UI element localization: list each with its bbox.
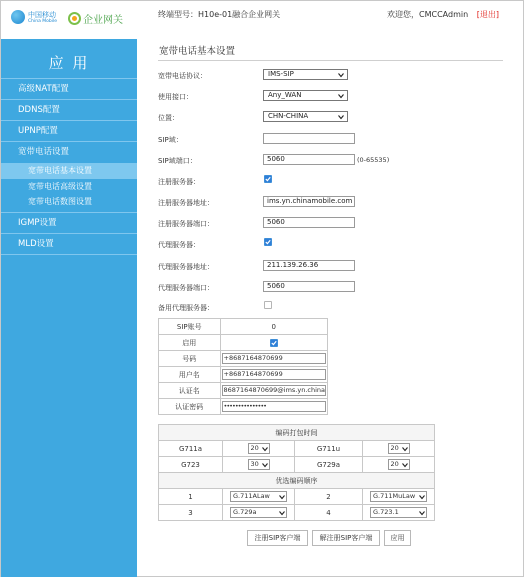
priority-4-value: G.723.1 bbox=[373, 508, 399, 516]
check-icon bbox=[265, 176, 271, 182]
enterprise-logo-icon bbox=[68, 12, 81, 25]
codec-name: G729a bbox=[295, 457, 363, 473]
registrar-checkbox[interactable] bbox=[264, 175, 272, 183]
proxy-addr-label: 代理服务器地址： bbox=[158, 263, 214, 271]
registrar-port-input[interactable]: 5060 bbox=[263, 217, 355, 228]
sidebar-title: 应 用 bbox=[1, 39, 137, 79]
authpwd-label: 认证密码 bbox=[159, 399, 221, 415]
sip-port-label: SIP域端口： bbox=[158, 157, 197, 165]
protocol-label: 宽带电话协议： bbox=[158, 72, 207, 80]
g711a-packet-value: 20 bbox=[250, 444, 259, 452]
product-name: 企业网关 bbox=[83, 15, 123, 26]
sidebar bbox=[1, 39, 137, 577]
registrar-label: 注册服务器： bbox=[158, 178, 200, 186]
priority-index: 2 bbox=[295, 489, 363, 505]
sidebar-item-nat[interactable]: 高级NAT配置 bbox=[1, 79, 137, 100]
authname-label: 认证名 bbox=[159, 383, 221, 399]
china-mobile-logo-icon bbox=[11, 10, 25, 24]
number-input[interactable]: +8687164870699 bbox=[222, 353, 327, 364]
location-value: CHN-CHINA bbox=[268, 112, 309, 120]
sidebar-item-igmp[interactable]: IGMP设置 bbox=[1, 213, 137, 234]
device-model bbox=[158, 9, 280, 20]
enable-cell bbox=[220, 335, 328, 351]
g711a-packet-select[interactable] bbox=[248, 443, 270, 454]
g729a-packet-value: 20 bbox=[390, 460, 399, 468]
codec-name: G723 bbox=[159, 457, 223, 473]
sidebar-item-voip[interactable]: 宽带电话设置 bbox=[18, 147, 70, 157]
table-row bbox=[159, 473, 435, 489]
g723-packet-select[interactable] bbox=[248, 459, 270, 470]
brand-en: China Mobile bbox=[28, 18, 58, 24]
protocol-select[interactable] bbox=[263, 69, 348, 80]
sidebar-item-upnp[interactable]: UPNP配置 bbox=[1, 121, 137, 142]
g711u-packet-value: 20 bbox=[390, 444, 399, 452]
check-icon bbox=[271, 340, 277, 346]
priority-3-value: G.729a bbox=[233, 508, 257, 516]
logo-area bbox=[1, 1, 137, 39]
codec-priority-header: 优选编码顺序 bbox=[159, 473, 435, 489]
interface-label: 使用接口： bbox=[158, 93, 193, 101]
unregister-sip-button[interactable]: 解注册SIP客户端 bbox=[312, 530, 380, 546]
number-label: 号码 bbox=[159, 351, 221, 367]
welcome-text bbox=[387, 9, 499, 20]
codec-name: G711a bbox=[159, 441, 223, 457]
page-title: 宽带电话基本设置 bbox=[159, 46, 236, 57]
logout-link[interactable]: [退出] bbox=[476, 10, 499, 19]
priority-4-select[interactable] bbox=[370, 507, 427, 518]
main-content bbox=[137, 39, 524, 577]
interface-select[interactable] bbox=[263, 90, 348, 101]
sip-domain-label: SIP域： bbox=[158, 136, 183, 144]
apply-button[interactable]: 应用 bbox=[384, 530, 411, 546]
priority-index: 3 bbox=[159, 505, 223, 521]
sidebar-item-mld[interactable]: MLD设置 bbox=[1, 234, 137, 255]
chevron-down-icon bbox=[338, 93, 344, 99]
sidebar-submenu-voip bbox=[1, 163, 137, 213]
proxy-port-label: 代理服务器端口： bbox=[158, 284, 214, 292]
backup-proxy-label: 备用代理服务器： bbox=[158, 304, 214, 312]
sip-account-header: SIP账号 bbox=[159, 319, 221, 335]
sip-account-number: 0 bbox=[220, 319, 328, 335]
codec-name: G711u bbox=[295, 441, 363, 457]
backup-proxy-checkbox[interactable] bbox=[264, 301, 272, 309]
proxy-checkbox[interactable] bbox=[264, 238, 272, 246]
chevron-down-icon bbox=[338, 72, 344, 78]
proxy-label: 代理服务器： bbox=[158, 241, 200, 249]
sidebar-subitem-voip-digitmap[interactable]: 宽带电话数图设置 bbox=[28, 197, 92, 206]
sip-port-input[interactable]: 5060 bbox=[263, 154, 355, 165]
chevron-down-icon bbox=[419, 494, 425, 500]
table-row bbox=[159, 335, 328, 351]
interface-value: Any_WAN bbox=[268, 91, 302, 99]
table-row bbox=[159, 367, 328, 383]
chevron-down-icon bbox=[262, 446, 268, 452]
chevron-down-icon bbox=[262, 462, 268, 468]
chevron-down-icon bbox=[419, 510, 425, 516]
title-divider bbox=[158, 60, 503, 61]
table-row bbox=[159, 383, 328, 399]
sidebar-item-ddns[interactable]: DDNS配置 bbox=[1, 100, 137, 121]
welcome-user: 欢迎您，CMCCAdmin bbox=[387, 10, 469, 19]
registrar-port-label: 注册服务器端口： bbox=[158, 220, 214, 228]
table-row bbox=[159, 399, 328, 415]
chevron-down-icon bbox=[279, 494, 285, 500]
packet-time-header: 编码打包时间 bbox=[159, 425, 435, 441]
proxy-port-input[interactable]: 5060 bbox=[263, 281, 355, 292]
priority-2-select[interactable] bbox=[370, 491, 427, 502]
g723-packet-value: 30 bbox=[250, 460, 259, 468]
registrar-addr-label: 注册服务器地址： bbox=[158, 199, 214, 207]
enterprise-gateway-logo bbox=[68, 11, 123, 26]
model-value: H10e-01融合企业网关 bbox=[198, 10, 281, 19]
sip-port-hint: (0-65535) bbox=[357, 156, 390, 164]
authname-input[interactable]: 8687164870699@ims.yn.china bbox=[223, 386, 325, 394]
table-row bbox=[159, 489, 435, 505]
location-select[interactable] bbox=[263, 111, 348, 122]
table-row bbox=[159, 351, 328, 367]
priority-1-select[interactable] bbox=[230, 491, 287, 502]
chevron-down-icon bbox=[338, 114, 344, 120]
chevron-down-icon bbox=[402, 446, 408, 452]
proxy-addr-input[interactable]: 211.139.26.36 bbox=[263, 260, 355, 271]
sip-account-table bbox=[158, 318, 328, 415]
priority-index: 4 bbox=[295, 505, 363, 521]
model-label: 终端型号： bbox=[158, 10, 198, 19]
protocol-value: IMS-SIP bbox=[268, 70, 294, 78]
table-row bbox=[159, 425, 435, 441]
chevron-down-icon bbox=[402, 462, 408, 468]
priority-2-value: G.711MuLaw bbox=[373, 492, 416, 500]
table-row bbox=[159, 505, 435, 521]
table-row bbox=[159, 457, 435, 473]
enable-label: 启用 bbox=[159, 335, 221, 351]
priority-3-select[interactable] bbox=[230, 507, 287, 518]
authpwd-input[interactable]: ••••••••••••••• bbox=[222, 401, 327, 412]
china-mobile-logo bbox=[11, 10, 57, 24]
priority-1-value: G.711ALaw bbox=[233, 492, 270, 500]
table-row bbox=[159, 319, 328, 335]
g711u-packet-select[interactable] bbox=[388, 443, 410, 454]
sidebar-subitem-voip-basic[interactable]: 宽带电话基本设置 bbox=[1, 163, 137, 179]
priority-index: 1 bbox=[159, 489, 223, 505]
codec-table bbox=[158, 424, 435, 521]
enable-checkbox[interactable] bbox=[270, 339, 278, 347]
username-label: 用户名 bbox=[159, 367, 221, 383]
username-input[interactable]: +8687164870699 bbox=[222, 369, 327, 380]
chevron-down-icon bbox=[279, 510, 285, 516]
location-label: 位置： bbox=[158, 114, 179, 122]
table-row bbox=[159, 441, 435, 457]
g729a-packet-select[interactable] bbox=[388, 459, 410, 470]
sip-domain-input[interactable] bbox=[263, 133, 355, 144]
brand-cn: 中国移动 bbox=[28, 10, 56, 19]
registrar-addr-input[interactable]: ims.yn.chinamobile.com bbox=[263, 196, 355, 207]
register-sip-button[interactable]: 注册SIP客户端 bbox=[247, 530, 308, 546]
sidebar-subitem-voip-advanced[interactable]: 宽带电话高级设置 bbox=[28, 181, 92, 191]
check-icon bbox=[265, 239, 271, 245]
